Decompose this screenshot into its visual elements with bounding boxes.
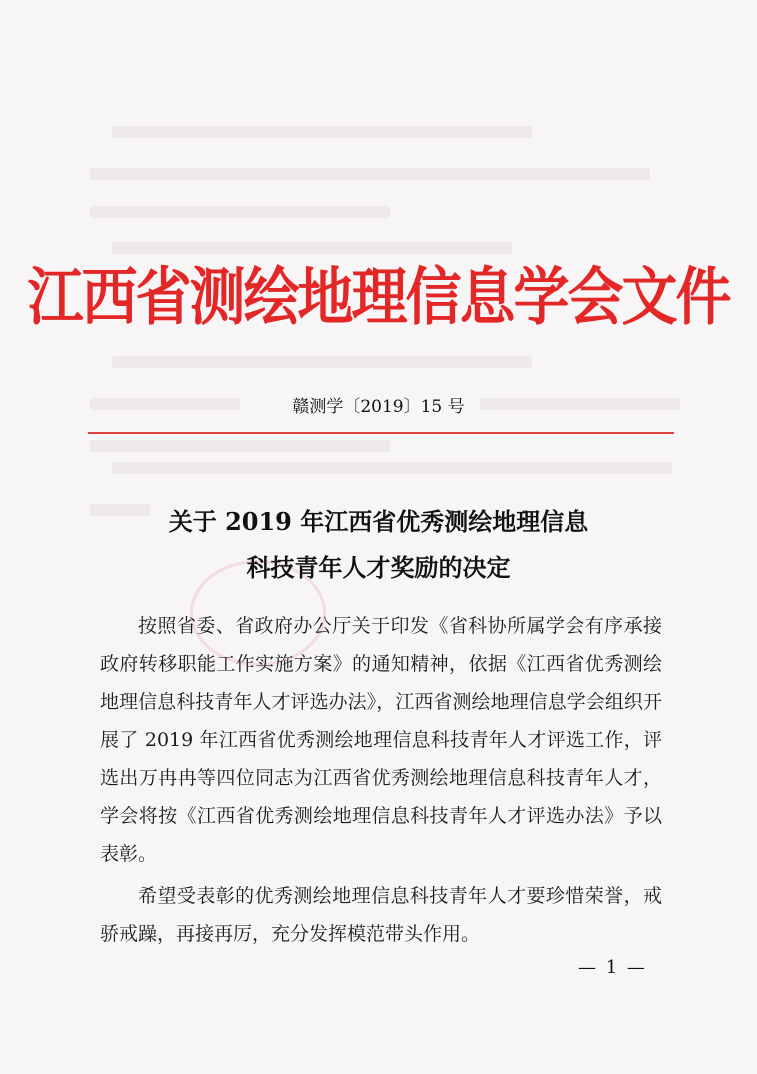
- bleed-through-mark: [112, 462, 672, 474]
- document-title-line-1: 关于 2019 年江西省优秀测绘地理信息: [168, 507, 589, 536]
- red-divider-rule: [88, 432, 674, 434]
- document-body: [100, 607, 662, 953]
- body-paragraph-1: 按照省委、省政府办公厅关于印发《省科协所属学会有序承接政府转移职能工作实施方案》的通知精神，依据《江西省优秀测绘地理信息科技青年人才评选办法》，江西省测绘地理信息学会组织开展了 2019 年江西省优秀测绘地理信息科技青年人才评选工作，评选出万冉冉等四位同志为江西省优秀测绘地理信息科技青年人才，学会将按《江西省优秀测绘地理信息科技青年人才评选办法》予以表彰。: [100, 615, 662, 865]
- document-header-title: 江西省测绘地理信息学会文件: [27, 260, 730, 335]
- bleed-through-mark: [112, 356, 532, 368]
- bleed-through-mark: [112, 126, 532, 138]
- bleed-through-mark: [90, 440, 390, 452]
- bleed-through-mark: [90, 168, 650, 180]
- document-number: 赣测学〔2019〕15 号: [292, 397, 465, 417]
- body-paragraph-2: 希望受表彰的优秀测绘地理信息科技青年人才要珍惜荣誉，戒骄戒躁，再接再厉，充分发挥模范带头作用。: [100, 885, 662, 945]
- document-title-line-2: 科技青年人才奖励的决定: [246, 553, 511, 582]
- bleed-through-mark: [90, 206, 390, 218]
- page-number: — 1 —: [578, 957, 647, 978]
